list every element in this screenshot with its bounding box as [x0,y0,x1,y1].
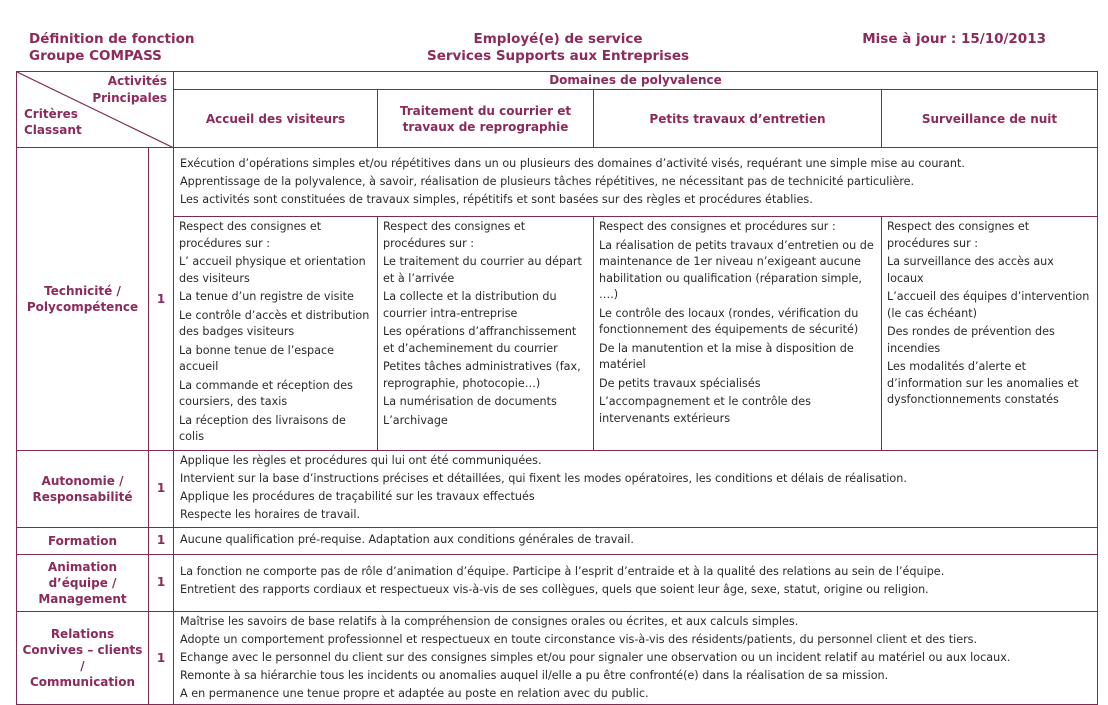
level-formation: 1 [149,527,174,554]
update-date: Mise à jour : 15/10/2013 [862,31,1046,47]
document-header-center [380,31,736,65]
criterion-animation: Animation d’équipe / Management [17,554,149,611]
technicite-accueil: Respect des consignes et procédures sur : L’ accueil physique et orientation des visiteurs La tenue d’un registre de visite Le contrôle d’accès et distribution des badges visiteurs La bonne tenue de l’espace accueil La commande et réception des coursiers, des taxis La réception des livraisons de colis [174,217,378,451]
criterion-autonomie: Autonomie / Responsabilité [17,450,149,527]
job-definition-table [16,71,1098,705]
job-title: Employé(e) de service [473,31,643,47]
technicite-general: Exécution d’opérations simples et/ou répétitives dans un ou plusieurs des domaines d’activité visés, requérant une simple mise au courant. Apprentissage de la polyvalence, à savoir, réalisation de plusieurs tâches répétitives, ne nécessitant pas de technicité particulière. Les activités sont constituées de travaux simples, répétitifs et sont basées sur des règles et procédures établies. [174,148,1098,217]
criteria-label: Critères Classant [24,107,82,137]
corner-header-cell [17,72,174,148]
technicite-surveillance: Respect des consignes et procédures sur : La surveillance des accès aux locaux L’accueil des équipes d’intervention (le cas échéant) Des rondes de prévention des incendies Les modalités d’alerte et d’information sur les anomalies et dysfonctionnements constatés [882,217,1098,451]
level-animation: 1 [149,554,174,611]
level-relations: 1 [149,611,174,705]
technicite-courrier: Respect des consignes et procédures sur : Le traitement du courrier au départ et à l’arrivée La collecte et la distribution du courrier intra-entreprise Les opérations d’affranchissement et d’acheminement du courrier Petites tâches administratives (fax, reprographie, photocopie…) La numérisation de documents L’archivage [378,217,594,451]
animation-description: La fonction ne comporte pas de rôle d’animation d’équipe. Participe à l’esprit d’entraide et à la qualité des relations au sein de l’équipe. Entretient des rapports cordiaux et respectueux vis-à-vis de ses collègues, quels que soient leur âge, sexe, statut, origine ou religion. [174,554,1098,611]
relations-description: Maîtrise les savoirs de base relatifs à la compréhension de consignes orales ou écrites, et aux calculs simples. Adopte un comportement professionnel et respectueux en toute circonstance vis-à-vis des résidents/patients, du personnel client et des tiers. Echange avec le personnel du client sur des consignes simples et/ou pour signaler une observation ou un incident relatif au matériel ou aux locaux. Remonte à sa hiérarchie tous les incidents ou anomalies auquel il/elle a pu être confronté(e) dans la réalisation de sa mission. A en permanence une tenue propre et adaptée au poste en relation avec du public. [174,611,1098,705]
technicite-entretien: Respect des consignes et procédures sur : La réalisation de petits travaux d’entretien ou de maintenance de 1er niveau n’exigeant aucune habilitation ou qualification (réparation simple, ….) Le contrôle des locaux (rondes, vérification du fonctionnement des équipements de sécurité) De la manutention et la mise à disposition de matériel De petits travaux spécialisés L’accompagnement et le contrôle des intervenants extérieurs [594,217,882,451]
column-header-entretien: Petits travaux d’entretien [594,90,882,148]
autonomie-description: Applique les règles et procédures qui lui ont été communiquées. Intervient sur la base d’instructions précises et détaillées, qui fixent les modes opératoires, les conditions et délais de réalisation. Applique les procédures de traçabilité sur les travaux effectués Respecte les horaires de travail. [174,450,1098,527]
criterion-technicite: Technicité / Polycompétence [17,148,149,451]
document-type: Définition de fonction [29,31,195,47]
company-name: Groupe COMPASS [29,48,162,64]
level-technicite: 1 [149,148,174,451]
document-header-left [29,31,195,65]
column-header-surveillance: Surveillance de nuit [882,90,1098,148]
criterion-formation: Formation [17,527,149,554]
column-header-courrier: Traitement du courrier et travaux de reprographie [378,90,594,148]
domains-title: Domaines de polyvalence [174,72,1098,90]
formation-description: Aucune qualification pré-requise. Adaptation aux conditions générales de travail. [174,527,1098,554]
criterion-relations: Relations Convives – clients / Communication [17,611,149,705]
column-header-accueil: Accueil des visiteurs [174,90,378,148]
activities-label: Activités Principales [92,74,167,105]
level-autonomie: 1 [149,450,174,527]
job-department: Services Supports aux Entreprises [426,48,690,64]
